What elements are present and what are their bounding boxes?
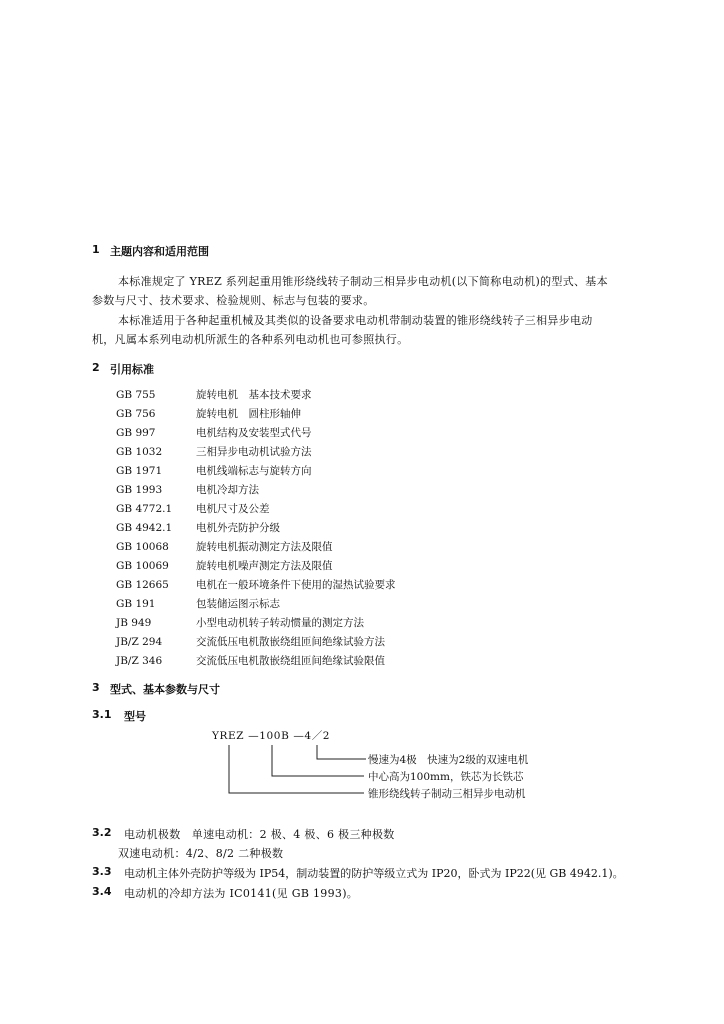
section-3-2-number: 3.2: [92, 826, 112, 839]
section-1-para1-line2: 参数与尺寸、技术要求、检验规则、标志与包装的要求。: [92, 294, 375, 307]
reference-title: 三相异步电动机试验方法: [196, 446, 312, 458]
reference-code: JB/Z 294: [116, 636, 163, 648]
section-2-number: 2: [92, 361, 100, 374]
reference-code: GB 10068: [116, 541, 169, 553]
reference-title: 旋转电机 基本技术要求: [196, 389, 312, 401]
reference-code: GB 4772.1: [116, 503, 173, 515]
reference-code: GB 755: [116, 389, 156, 401]
section-1-para2-line1: 本标准适用于各种起重机械及其类似的设备要求电动机带制动装置的锥形绕线转子三相异步电动: [118, 314, 593, 327]
section-1-para2-line2: 机，凡属本系列电动机所派生的各种系列电动机也可参照执行。: [92, 333, 409, 346]
reference-code: GB 1032: [116, 446, 163, 458]
reference-code: GB 997: [116, 427, 156, 439]
annotation-speed: 慢速为4极 快速为2级的双速电机: [368, 754, 529, 766]
section-3-3-number: 3.3: [92, 865, 112, 878]
reference-title: 电机冷却方法: [196, 484, 259, 496]
reference-title: 旋转电机噪声测定方法及限值: [196, 560, 333, 572]
section-2-title: 引用标准: [110, 363, 154, 376]
section-1-number: 1: [92, 243, 100, 256]
section-1-para1-line1: 本标准规定了 YREZ 系列起重用锥形绕线转子制动三相异步电动机(以下简称电动机)的型式、基本: [118, 275, 608, 288]
reference-title: 电机在一般环境条件下使用的湿热试验要求: [196, 579, 396, 591]
section-3-3-text: 电动机主体外壳防护等级为 IP54，制动装置的防护等级立式为 IP20，卧式为 IP22(见 GB 4942.1)。: [124, 867, 624, 880]
annotation-motor-type: 锥形绕线转子制动三相异步电动机: [368, 788, 526, 800]
reference-title: 电机尺寸及公差: [196, 503, 270, 515]
reference-title: 电机结构及安装型式代号: [196, 427, 312, 439]
section-3-2-line1: 电动机极数 单速电动机：2 极、4 极、6 极三种极数: [124, 828, 395, 841]
reference-title: 电机线端标志与旋转方向: [196, 465, 312, 477]
section-1-title: 主题内容和适用范围: [110, 245, 209, 258]
reference-title: 小型电动机转子转动惯量的测定方法: [196, 617, 364, 629]
reference-title: 交流低压电机散嵌绕组匝间绝缘试验限值: [196, 655, 385, 667]
reference-title: 电机外壳防护分级: [196, 522, 280, 534]
section-3-4-number: 3.4: [92, 885, 112, 898]
reference-code: GB 1971: [116, 465, 163, 477]
section-3-1-number: 3.1: [92, 708, 112, 721]
reference-code: JB/Z 346: [116, 655, 163, 667]
reference-title: 包装储运图示标志: [196, 598, 280, 610]
reference-title: 交流低压电机散嵌绕组匝间绝缘试验方法: [196, 636, 385, 648]
model-code: YREZ —100B —4／2: [212, 730, 331, 742]
reference-code: JB 949: [116, 617, 152, 629]
reference-code: GB 1993: [116, 484, 163, 496]
section-3-2-line2: 双速电动机：4/2、8/2 二种极数: [118, 847, 284, 860]
reference-code: GB 191: [116, 598, 156, 610]
reference-code: GB 12665: [116, 579, 169, 591]
reference-code: GB 10069: [116, 560, 169, 572]
section-3-number: 3: [92, 681, 100, 694]
reference-title: 旋转电机振动测定方法及限值: [196, 541, 333, 553]
annotation-center-height: 中心高为100mm，铁芯为长铁芯: [368, 771, 524, 783]
reference-title: 旋转电机 圆柱形轴伸: [196, 408, 301, 420]
reference-code: GB 756: [116, 408, 156, 420]
section-3-title: 型式、基本参数与尺寸: [110, 683, 220, 696]
reference-code: GB 4942.1: [116, 522, 173, 534]
section-3-1-title: 型号: [124, 710, 146, 723]
section-3-4-text: 电动机的冷却方法为 IC0141(见 GB 1993)。: [124, 887, 359, 900]
